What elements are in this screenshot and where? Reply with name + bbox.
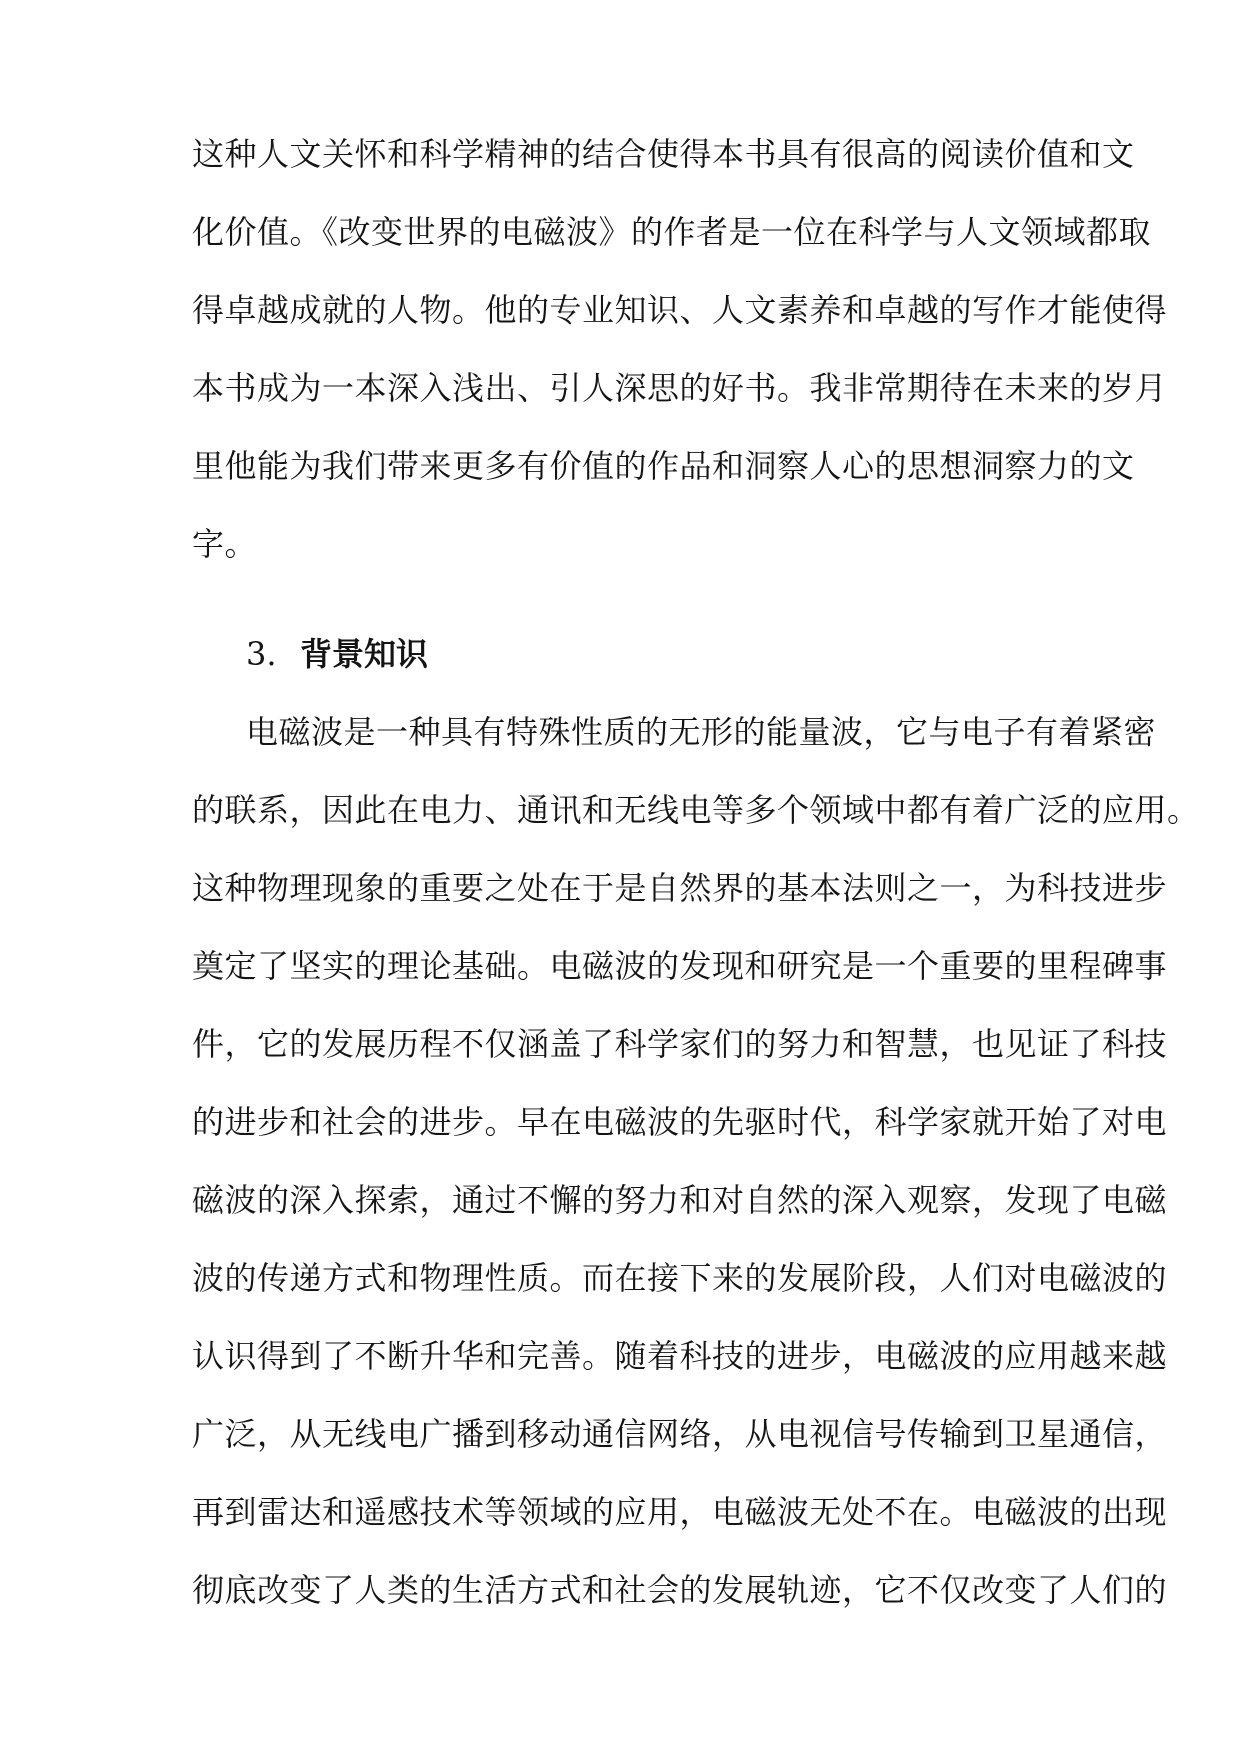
section-heading <box>246 634 428 674</box>
paragraph-2-line-1: 电磁波是一种具有特殊性质的无形的能量波，它与电子有着紧密 <box>246 713 1157 751</box>
paragraph-1-line-1: 这种人文关怀和科学精神的结合使得本书具有很高的阅读价值和文 <box>192 135 1135 173</box>
paragraph-1-line-5: 里他能为我们带来更多有价值的作品和洞察人心的思想洞察力的文 <box>192 447 1135 485</box>
section-number: 3. <box>246 635 277 673</box>
paragraph-1-line-3: 得卓越成就的人物。他的专业知识、人文素养和卓越的写作才能使得 <box>192 291 1168 329</box>
paragraph-2-line-12: 彻底改变了人类的生活方式和社会的发展轨迹，它不仅改变了人们的 <box>192 1571 1168 1609</box>
paragraph-1-line-2: 化价值。《改变世界的电磁波》的作者是一位在科学与人文领域都取 <box>192 213 1152 251</box>
paragraph-2-line-2: 的联系，因此在电力、通讯和无线电等多个领域中都有着广泛的应用。 <box>192 791 1200 829</box>
paragraph-2-line-10: 广泛，从无线电广播到移动通信网络，从电视信号传输到卫星通信， <box>192 1415 1168 1453</box>
paragraph-2-line-7: 磁波的深入探索，通过不懈的努力和对自然的深入观察，发现了电磁 <box>192 1181 1168 1219</box>
paragraph-2-line-3: 这种物理现象的重要之处在于是自然界的基本法则之一，为科技进步 <box>192 869 1168 907</box>
section-title: 背景知识 <box>300 635 429 673</box>
paragraph-1-line-4: 本书成为一本深入浅出、引人深思的好书。我非常期待在未来的岁月 <box>192 369 1168 407</box>
paragraph-2-line-9: 认识得到了不断升华和完善。随着科技的进步，电磁波的应用越来越 <box>192 1337 1168 1375</box>
paragraph-2-line-11: 再到雷达和遥感技术等领域的应用，电磁波无处不在。电磁波的出现 <box>192 1493 1168 1531</box>
paragraph-2-line-8: 波的传递方式和物理性质。而在接下来的发展阶段，人们对电磁波的 <box>192 1259 1168 1297</box>
paragraph-2-line-6: 的进步和社会的进步。早在电磁波的先驱时代，科学家就开始了对电 <box>192 1103 1168 1141</box>
paragraph-2-line-4: 奠定了坚实的理论基础。电磁波的发现和研究是一个重要的里程碑事 <box>192 947 1168 985</box>
paragraph-1-line-6: 字。 <box>192 525 258 563</box>
paragraph-2-line-5: 件，它的发展历程不仅涵盖了科学家们的努力和智慧，也见证了科技 <box>192 1025 1168 1063</box>
